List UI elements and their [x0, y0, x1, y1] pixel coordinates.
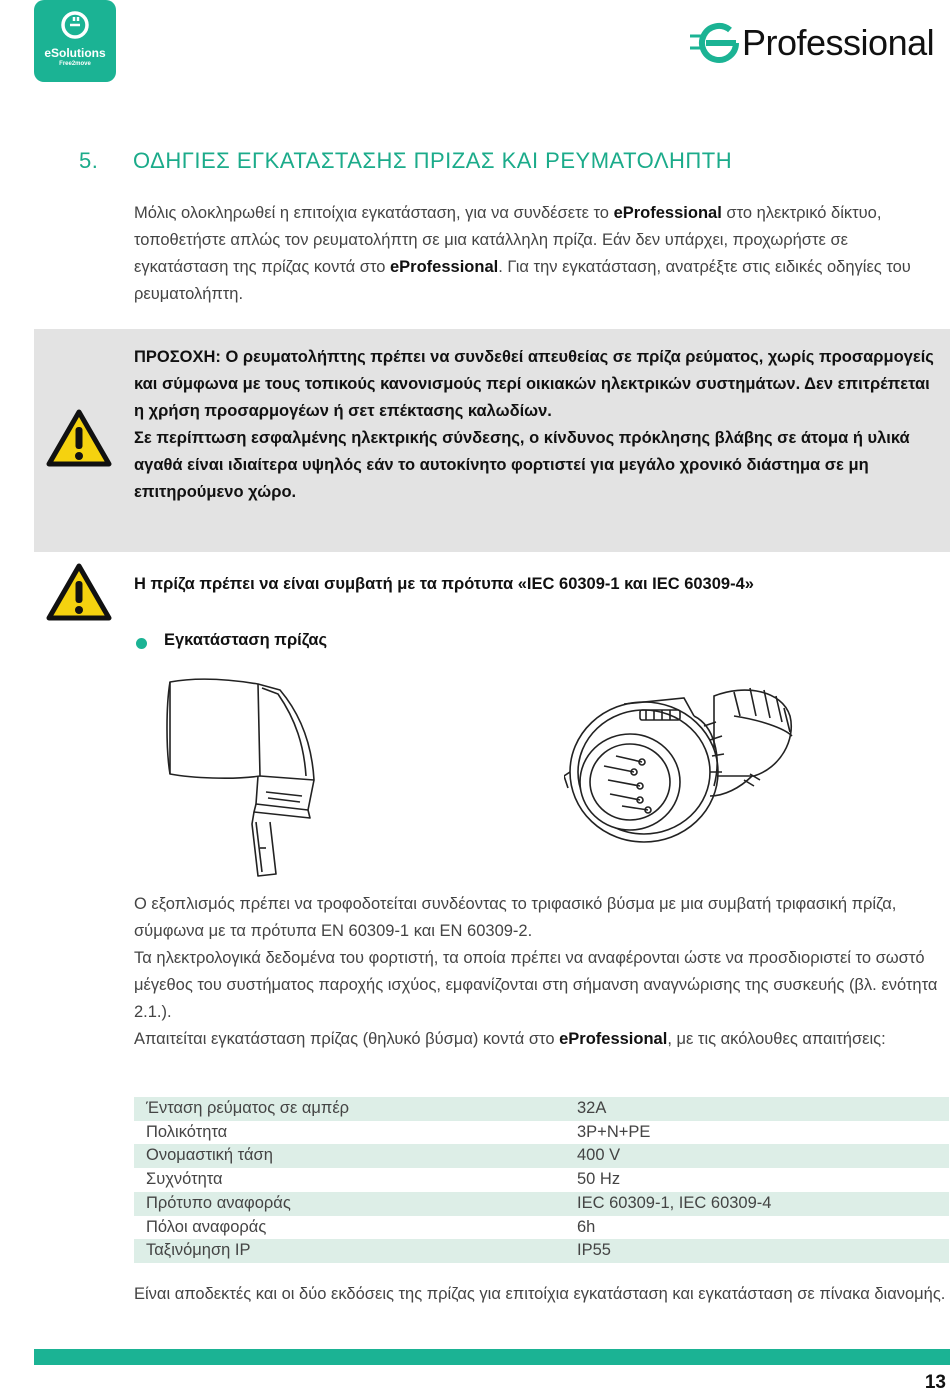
- body-paragraph-2: Τα ηλεκτρολογικά δεδομένα του φορτιστή, τα οποία πρέπει να αναφέρονται ώστε να προσδιοριστεί το σωστό μέγεθος του συστήματος παροχής ισχύος, εμφανίζονται στη σήμανση αναγνώρισης της συσκευής (βλ. ενότητα 2.1.).: [134, 949, 938, 1021]
- spec-label: Συχνότητα: [146, 1170, 223, 1189]
- footer-bar: [34, 1349, 950, 1365]
- spec-label: Πόλοι αναφοράς: [146, 1217, 267, 1236]
- table-row: [134, 1144, 949, 1168]
- spec-label: Πρότυπο αναφοράς: [146, 1193, 291, 1212]
- spec-label: Πολικότητα: [146, 1122, 228, 1141]
- spec-value: 6h: [577, 1217, 596, 1236]
- spec-value: 50 Hz: [577, 1170, 621, 1189]
- body-paragraph-3: [134, 1026, 946, 1053]
- bullet-heading: Εγκατάσταση πρίζας: [164, 631, 328, 649]
- page-number: 13: [924, 1372, 946, 1393]
- intro-text-1: Μόλις ολοκληρωθεί η επιτοίχια εγκατάσταση, για να συνδέσετε το: [134, 204, 614, 222]
- warning-line-2: Σε περίπτωση εσφαλμένης ηλεκτρικής σύνδεσης, ο κίνδυνος πρόκλησης βλάβης σε άτομα ή υλικά αγαθά είναι ιδιαίτερα υψηλός εάν το αυτοκίνητο φορτιστεί για μεγάλο χρονικό διάστημα σε μη επιτηρούμενο χώρο.: [134, 429, 910, 501]
- body-brand: eProfessional: [559, 1030, 668, 1048]
- e-plug-icon: [688, 22, 744, 64]
- table-row: [134, 1216, 949, 1240]
- warning-line-1: ΠΡΟΣΟΧΗ: Ο ρευματολήπτης πρέπει να συνδεθεί απευθείας σε πρίζα ρεύματος, χωρίς προσαρμογείς και σύμφωνα με τους τοπικούς κανονισμούς περί οικιακών ηλεκτρικών συστημάτων. Δεν επιτρέπεται η χρήση προσαρμογέων ή σετ επέκτασης καλωδίων.: [134, 348, 934, 420]
- warning-triangle-icon: [46, 409, 112, 467]
- plug-ring-icon: [60, 10, 90, 40]
- standard-warning-text: Η πρίζα πρέπει να είναι συμβατή με τα πρότυπα «IEC 60309-1 και IEC 60309-4»: [134, 575, 754, 593]
- eprofessional-logo: [688, 18, 950, 66]
- spec-label: Ταξινόμηση IP: [146, 1241, 251, 1260]
- section-number: 5.: [79, 148, 99, 173]
- intro-text-3: . Για την εγκατάσταση, ανατρέξτε στις ειδικές οδηγίες του ρευματολήπτη.: [134, 258, 911, 303]
- spec-table: [134, 1097, 949, 1263]
- plug-illustration: [564, 676, 796, 856]
- intro-brand-1: eProfessional: [613, 204, 722, 222]
- bullet-dot: [136, 638, 147, 649]
- spec-value: 32A: [577, 1099, 607, 1117]
- intro-brand-2: eProfessional: [390, 258, 499, 276]
- spec-value: 400 V: [577, 1146, 621, 1165]
- esolutions-logo: [34, 0, 116, 82]
- logo-name: eSolutions: [44, 46, 106, 60]
- closing-paragraph: Είναι αποδεκτές και οι δύο εκδόσεις της πρίζας για επιτοίχια εγκατάσταση και εγκατάσταση σε πίνακα διανομής.: [134, 1285, 946, 1303]
- table-row: [134, 1239, 949, 1263]
- warning-triangle-icon: [46, 563, 112, 621]
- logo-sub: Free2move: [59, 61, 91, 67]
- table-row: [134, 1097, 949, 1121]
- spec-value: IP55: [577, 1241, 611, 1260]
- table-row: [134, 1192, 949, 1216]
- section-heading: [79, 148, 732, 174]
- intro-paragraph: [134, 200, 946, 308]
- warning-text: [134, 344, 934, 506]
- spec-value: IEC 60309-1, IEC 60309-4: [577, 1193, 772, 1212]
- body-text-3c: , με τις ακόλουθες απαιτήσεις:: [667, 1030, 886, 1048]
- table-row: [134, 1168, 949, 1192]
- spec-label: Ονομαστική τάση: [146, 1146, 273, 1165]
- section-title: ΟΔΗΓΙΕΣ ΕΓΚΑΤΑΣΤΑΣΗΣ ΠΡΙΖΑΣ ΚΑΙ ΡΕΥΜΑΤΟΛΗΠΤΗ: [133, 148, 733, 173]
- logo-wordmark: Professional: [742, 22, 935, 63]
- spec-label: Ένταση ρεύματος σε αμπέρ: [146, 1099, 350, 1117]
- table-row: [134, 1121, 949, 1145]
- intro-text-2: στο ηλεκτρικό δίκτυο, τοποθετήστε απλώς τον ρευματολήπτη σε μια κατάλληλη πρίζα. Εάν δεν υπάρχει, προχωρήστε σε εγκατάσταση της πρίζας κοντά στο: [134, 204, 882, 276]
- wall-socket-illustration: [162, 676, 352, 878]
- spec-value: 3P+N+PE: [577, 1122, 651, 1141]
- body-text-3a: Απαιτείται εγκατάσταση πρίζας (θηλυκό βύσμα) κοντά στο: [134, 1030, 560, 1048]
- body-paragraph-1: Ο εξοπλισμός πρέπει να τροφοδοτείται συνδέοντας το τριφασικό βύσμα με μια συμβατή τριφασική πρίζα, σύμφωνα με τα πρότυπα EN 60309-1 και EN 60309-2.: [134, 895, 897, 940]
